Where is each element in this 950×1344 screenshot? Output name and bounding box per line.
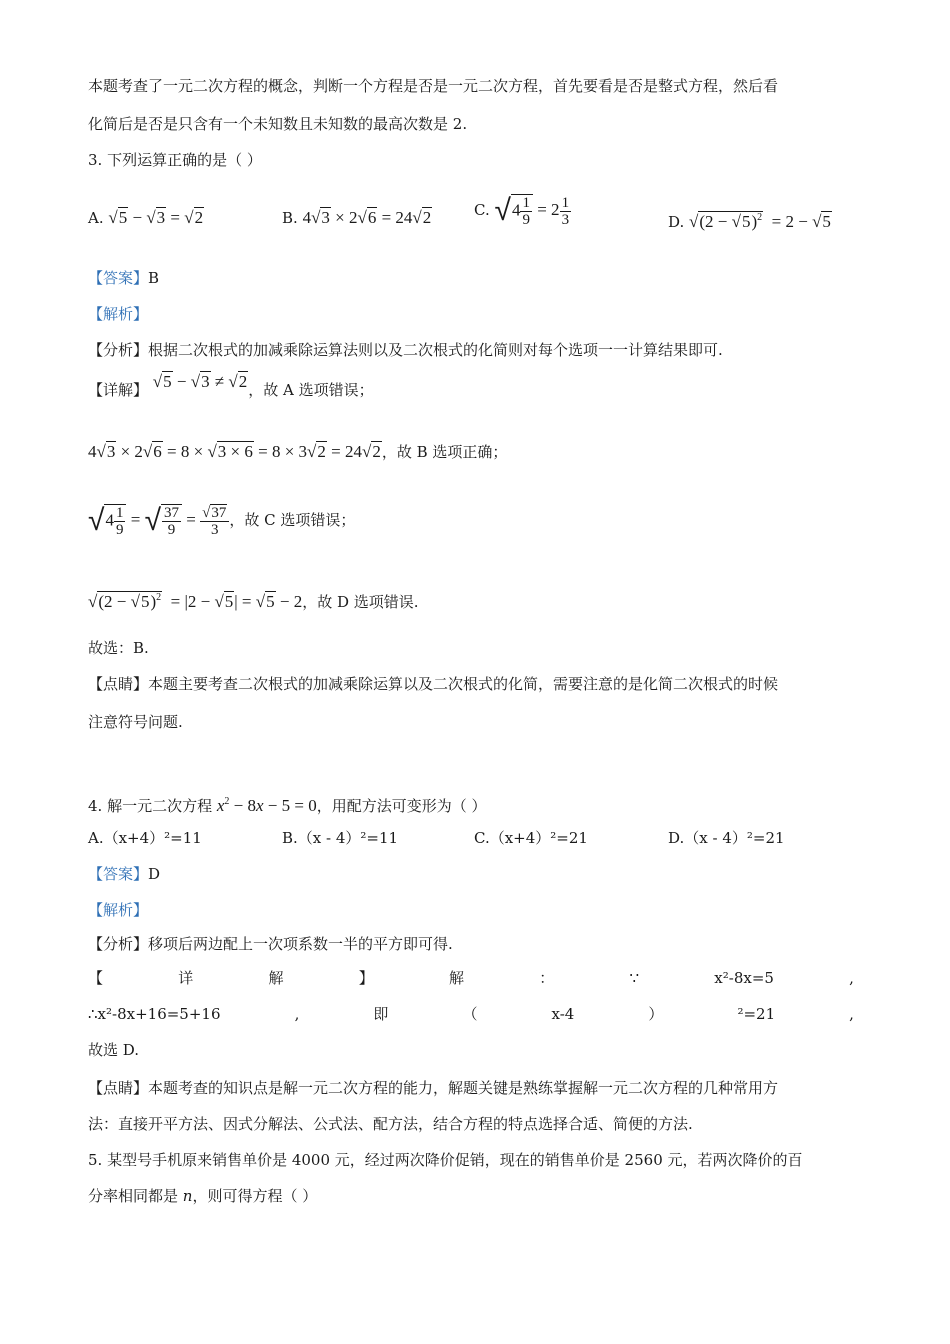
q3-detail-a: 【详解】 √5 − √3 ≠ √2，故 A 选项错误； [88, 372, 374, 399]
q4-option-c: C.（x+4）²=21 [474, 829, 588, 847]
intro-line-1: 本题考查了一元二次方程的概念，判断一个方程是否是一元二次方程，首先要看是否是整式方程，然后看 [88, 77, 779, 95]
q4-detail-line-2: ∴x²-8x+16=5+16 , 即 （ x-4 ） ²=21 , [88, 1005, 854, 1023]
q4-analysis-tag: 【解析】 [88, 901, 149, 919]
q3-fenxi: 【分析】根据二次根式的加减乘除运算法则以及二次根式的化简则对每个选项一一计算结果即可. [88, 341, 723, 359]
q3-answer: 【答案】B [88, 269, 160, 287]
q4-stem: 4. 解一元二次方程 $x^2 - 8x - 5 = 0$，用配方法可变形为（ ） [88, 796, 487, 815]
q3-analysis-tag: 【解析】 [88, 305, 149, 323]
q4-fenxi: 【分析】移项后两边配上一次项系数一半的平方即可得. [88, 935, 453, 953]
q3-option-b: B. 4√3 × 2√6 = 24√2 [282, 208, 432, 227]
q4-option-a: A.（x+4）²=11 [88, 829, 202, 847]
q4-comment-1: 【点睛】本题考查的知识点是解一元二次方程的能力，解题关键是熟练掌握解一元二次方程的几种常用方 [88, 1079, 779, 1097]
q4-comment-2: 法：直接开平方法、因式分解法、公式法、配方法，结合方程的特点选择合适、简便的方法. [88, 1115, 693, 1133]
q3-comment-2: 注意符号问题. [88, 713, 183, 731]
q3-comment-1: 【点睛】本题主要考查二次根式的加减乘除运算以及二次根式的化简，需要注意的是化简二次根式的时候 [88, 675, 779, 693]
q3-detail-b: 4√3 × 2√6 = 8 × √3 × 6 = 8 × 3√2 = 24√2，故 B 选项正确； [88, 442, 508, 461]
q4-option-b: B.（x - 4）²=11 [282, 829, 399, 847]
q3-detail-d: $√(2 - √5)^2 = |2 - √5| = √5 - 2$，故 D 选项错误. [88, 592, 419, 611]
q3-option-a: A. √5 − √3 = √2 [88, 208, 204, 227]
q4-answer: 【答案】D [88, 865, 161, 883]
q5-line-1: 5. 某型号手机原来销售单价是 4000 元，经过两次降价促销，现在的销售单价是 2560 元，若两次降价的百 [88, 1151, 803, 1169]
q3-conclusion: 故选：B. [88, 639, 149, 657]
q3-stem: 3. 下列运算正确的是（ ） [88, 151, 262, 169]
intro-line-2: 化简后是否是只含有一个未知数且未知数的最高次数是 2. [88, 115, 468, 133]
q3-option-d: D. $√(2 - √5)^2 = 2 - √5$ [668, 212, 831, 231]
q3-detail-c: √4 $\frac{1}{9}$ = √ $\frac{37}{9}$ = $\frac{√37}{3}$ ，故 C 选项错误； [88, 503, 356, 538]
q3-option-c: C. √4 $\frac{1}{9}$ = 2 $\frac{1}{3}$ [474, 193, 570, 228]
q4-conclusion: 故选 D. [88, 1041, 140, 1059]
q4-option-d: D.（x - 4）²=21 [668, 829, 785, 847]
q4-detail-line-1: 【 详 解 】 解 ： ∵ x²-8x=5 , [88, 969, 854, 987]
q5-line-2: 分率相同都是 n，则可得方程（ ） [88, 1187, 318, 1205]
